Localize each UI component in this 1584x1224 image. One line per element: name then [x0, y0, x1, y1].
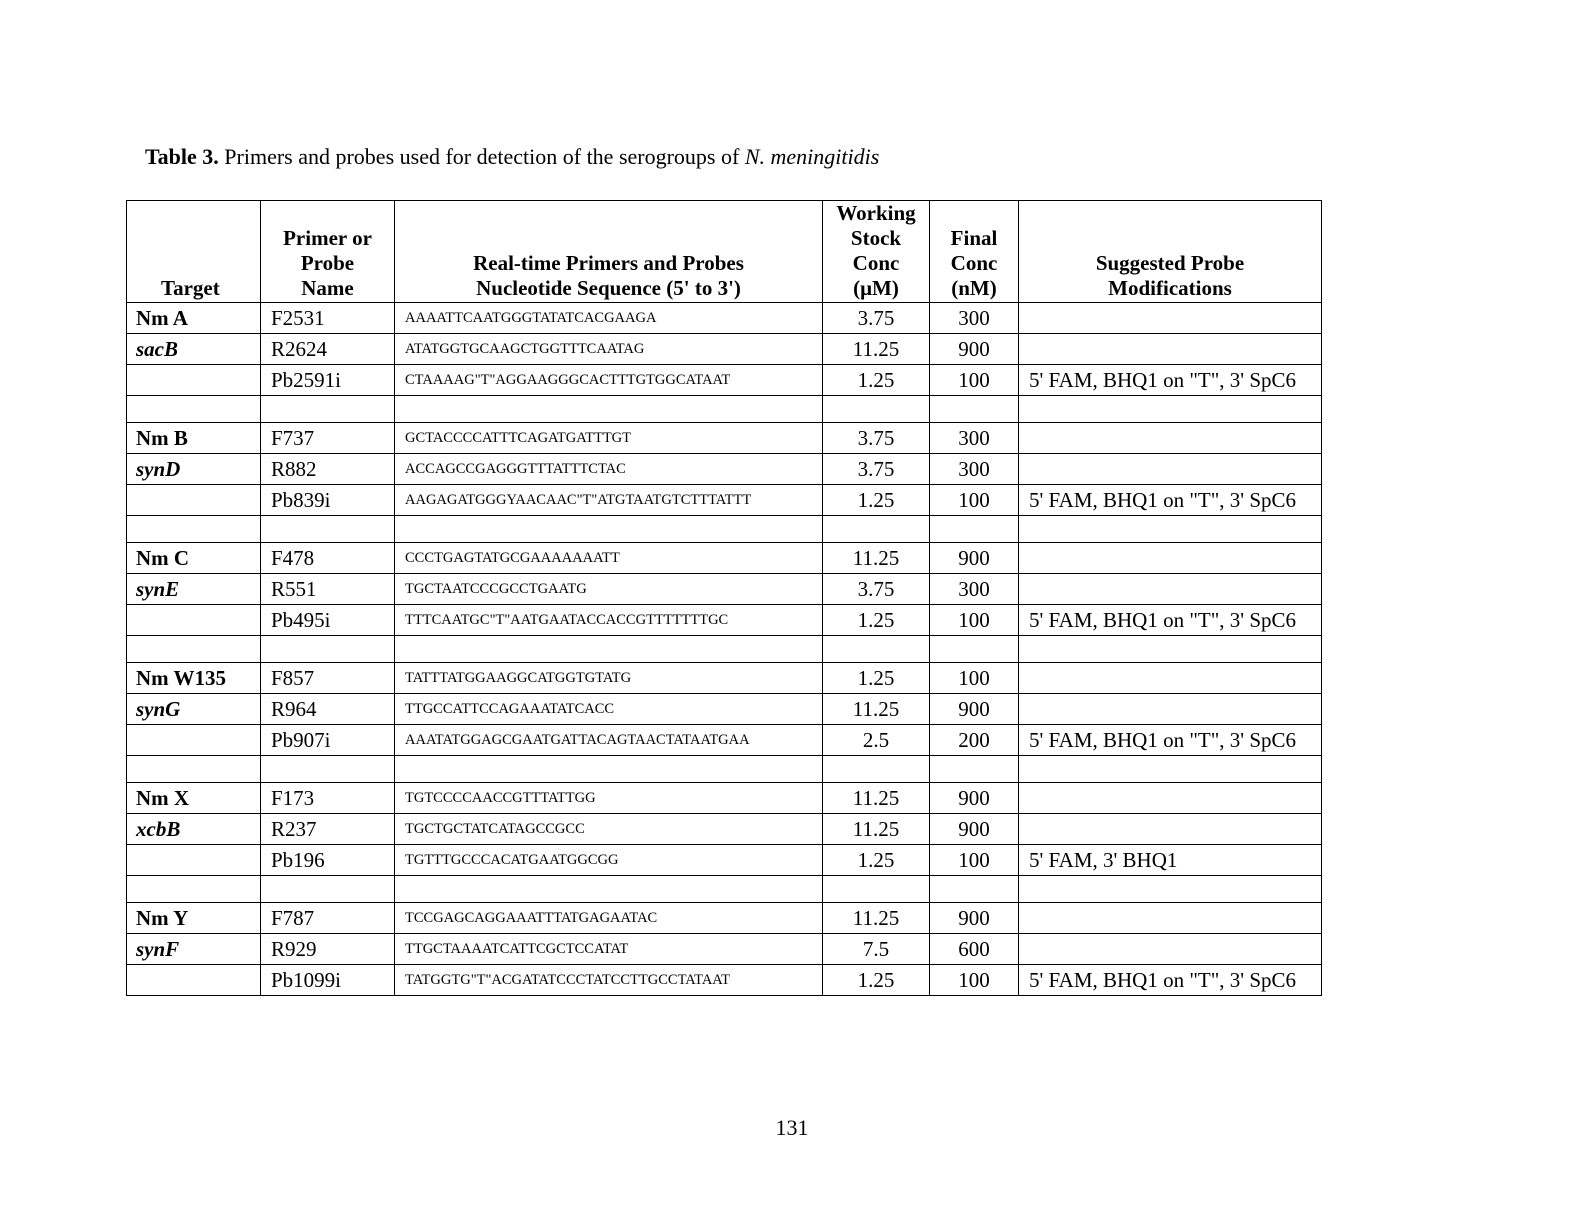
cell-working-stock [823, 756, 930, 783]
cell-sequence: TGTCCCCAACCGTTTATTGG [395, 783, 823, 814]
cell-final-conc [930, 516, 1019, 543]
cell-target: Nm C [127, 543, 261, 574]
cell-working-stock: 11.25 [823, 814, 930, 845]
cell-name: R551 [261, 574, 395, 605]
cell-final-conc: 900 [930, 694, 1019, 725]
cell-sequence: GCTACCCCATTTCAGATGATTTGT [395, 423, 823, 454]
cell-modification [1019, 423, 1322, 454]
cell-final-conc: 100 [930, 965, 1019, 996]
page-number: 131 [775, 1115, 809, 1140]
cell-final-conc: 100 [930, 663, 1019, 694]
cell-target: synG [127, 694, 261, 725]
cell-name: R929 [261, 934, 395, 965]
cell-modification [1019, 694, 1322, 725]
table-row [127, 365, 1322, 396]
cell-name: R964 [261, 694, 395, 725]
cell-target [127, 636, 261, 663]
cell-modification [1019, 934, 1322, 965]
cell-final-conc [930, 396, 1019, 423]
cell-modification: 5' FAM, BHQ1 on "T", 3' SpC6 [1019, 965, 1322, 996]
cell-name: F478 [261, 543, 395, 574]
cell-modification: 5' FAM, BHQ1 on "T", 3' SpC6 [1019, 605, 1322, 636]
cell-final-conc [930, 636, 1019, 663]
cell-working-stock: 2.5 [823, 725, 930, 756]
cell-sequence: TTTCAATGC"T"AATGAATACCACCGTTTTTTTGC [395, 605, 823, 636]
cell-modification [1019, 543, 1322, 574]
cell-modification: 5' FAM, BHQ1 on "T", 3' SpC6 [1019, 365, 1322, 396]
cell-working-stock: 1.25 [823, 663, 930, 694]
cell-sequence [395, 756, 823, 783]
cell-name [261, 396, 395, 423]
cell-name: Pb1099i [261, 965, 395, 996]
table-row [127, 605, 1322, 636]
cell-sequence: ACCAGCCGAGGGTTTATTTCTAC [395, 454, 823, 485]
cell-final-conc: 900 [930, 903, 1019, 934]
cell-working-stock: 1.25 [823, 965, 930, 996]
cell-working-stock: 1.25 [823, 605, 930, 636]
cell-target: Nm B [127, 423, 261, 454]
cell-sequence: TTGCCATTCCAGAAATATCACC [395, 694, 823, 725]
cell-sequence: TGTTTGCCCACATGAATGGCGG [395, 845, 823, 876]
cell-name: Pb196 [261, 845, 395, 876]
cell-modification [1019, 396, 1322, 423]
header-sequence: Real-time Primers and Probes Nucleotide Sequence (5' to 3') [395, 201, 823, 303]
cell-working-stock [823, 516, 930, 543]
cell-working-stock: 3.75 [823, 574, 930, 605]
cell-name: F787 [261, 903, 395, 934]
cell-target: xcbB [127, 814, 261, 845]
cell-name: Pb839i [261, 485, 395, 516]
cell-target [127, 756, 261, 783]
cell-name: Pb907i [261, 725, 395, 756]
cell-working-stock: 1.25 [823, 365, 930, 396]
cell-sequence: AAGAGATGGGYAACAAC"T"ATGTAATGTCTTTATTT [395, 485, 823, 516]
cell-working-stock [823, 396, 930, 423]
primers-probes-table [126, 200, 1322, 996]
cell-sequence [395, 396, 823, 423]
table-row [127, 845, 1322, 876]
cell-target [127, 485, 261, 516]
cell-sequence: TCCGAGCAGGAAATTTATGAGAATAC [395, 903, 823, 934]
cell-modification [1019, 516, 1322, 543]
cell-modification: 5' FAM, BHQ1 on "T", 3' SpC6 [1019, 725, 1322, 756]
cell-final-conc: 100 [930, 485, 1019, 516]
table-row [127, 303, 1322, 334]
cell-sequence: TATGGTG"T"ACGATATCCCTATCCTTGCCTATAAT [395, 965, 823, 996]
cell-sequence: AAATATGGAGCGAATGATTACAGTAACTATAATGAA [395, 725, 823, 756]
table-body [127, 303, 1322, 996]
cell-name: F857 [261, 663, 395, 694]
table-row [127, 934, 1322, 965]
cell-working-stock: 1.25 [823, 485, 930, 516]
cell-working-stock [823, 876, 930, 903]
cell-name: R882 [261, 454, 395, 485]
cell-target: Nm A [127, 303, 261, 334]
cell-target: sacB [127, 334, 261, 365]
cell-name: F737 [261, 423, 395, 454]
table-label: Table 3. [145, 144, 219, 169]
cell-name [261, 636, 395, 663]
cell-target [127, 605, 261, 636]
cell-final-conc: 900 [930, 814, 1019, 845]
caption-text: Primers and probes used for detection of the serogroups of [218, 144, 745, 169]
cell-name [261, 756, 395, 783]
cell-final-conc: 200 [930, 725, 1019, 756]
cell-target [127, 876, 261, 903]
cell-modification [1019, 454, 1322, 485]
cell-working-stock: 3.75 [823, 454, 930, 485]
cell-target: Nm W135 [127, 663, 261, 694]
table-row [127, 543, 1322, 574]
cell-working-stock: 3.75 [823, 423, 930, 454]
cell-working-stock: 11.25 [823, 694, 930, 725]
table-row [127, 423, 1322, 454]
spacer-row [127, 516, 1322, 543]
header-modifications: Suggested Probe Modifications [1019, 201, 1322, 303]
cell-modification: 5' FAM, BHQ1 on "T", 3' SpC6 [1019, 485, 1322, 516]
cell-target [127, 516, 261, 543]
header-working-stock: Working Stock Conc (μM) [823, 201, 930, 303]
cell-modification [1019, 903, 1322, 934]
cell-modification [1019, 756, 1322, 783]
cell-modification [1019, 636, 1322, 663]
table-row [127, 903, 1322, 934]
table-caption [145, 144, 879, 170]
cell-modification: 5' FAM, 3' BHQ1 [1019, 845, 1322, 876]
header-row [127, 201, 1322, 303]
cell-final-conc: 100 [930, 605, 1019, 636]
cell-target [127, 365, 261, 396]
cell-target: Nm X [127, 783, 261, 814]
cell-working-stock: 11.25 [823, 903, 930, 934]
cell-target: synD [127, 454, 261, 485]
cell-working-stock: 11.25 [823, 334, 930, 365]
cell-target: synF [127, 934, 261, 965]
header-target: Target [127, 201, 261, 303]
cell-name: F173 [261, 783, 395, 814]
table-row [127, 485, 1322, 516]
cell-sequence: AAAATTCAATGGGTATATCACGAAGA [395, 303, 823, 334]
cell-sequence: ATATGGTGCAAGCTGGTTTCAATAG [395, 334, 823, 365]
table-row [127, 694, 1322, 725]
cell-working-stock: 11.25 [823, 543, 930, 574]
cell-sequence [395, 636, 823, 663]
cell-modification [1019, 334, 1322, 365]
cell-final-conc: 300 [930, 303, 1019, 334]
cell-sequence [395, 876, 823, 903]
cell-name [261, 876, 395, 903]
spacer-row [127, 636, 1322, 663]
cell-name: Pb495i [261, 605, 395, 636]
cell-final-conc [930, 876, 1019, 903]
cell-final-conc: 900 [930, 783, 1019, 814]
spacer-row [127, 876, 1322, 903]
cell-name: F2531 [261, 303, 395, 334]
cell-name [261, 516, 395, 543]
table-row [127, 965, 1322, 996]
table-row [127, 663, 1322, 694]
cell-working-stock: 3.75 [823, 303, 930, 334]
table-row [127, 814, 1322, 845]
cell-sequence: TATTTATGGAAGGCATGGTGTATG [395, 663, 823, 694]
cell-target [127, 845, 261, 876]
cell-target: Nm Y [127, 903, 261, 934]
cell-sequence: TTGCTAAAATCATTCGCTCCATAT [395, 934, 823, 965]
cell-final-conc [930, 756, 1019, 783]
cell-sequence: TGCTAATCCCGCCTGAATG [395, 574, 823, 605]
cell-sequence: CCCTGAGTATGCGAAAAAAATT [395, 543, 823, 574]
cell-final-conc: 300 [930, 454, 1019, 485]
cell-target [127, 965, 261, 996]
cell-working-stock: 11.25 [823, 783, 930, 814]
cell-name: Pb2591i [261, 365, 395, 396]
table-row [127, 454, 1322, 485]
spacer-row [127, 396, 1322, 423]
cell-modification [1019, 876, 1322, 903]
cell-modification [1019, 574, 1322, 605]
cell-working-stock: 7.5 [823, 934, 930, 965]
cell-modification [1019, 814, 1322, 845]
spacer-row [127, 756, 1322, 783]
cell-final-conc: 900 [930, 334, 1019, 365]
cell-name: R237 [261, 814, 395, 845]
cell-final-conc: 100 [930, 845, 1019, 876]
cell-sequence: TGCTGCTATCATAGCCGCC [395, 814, 823, 845]
cell-final-conc: 900 [930, 543, 1019, 574]
header-final-conc: Final Conc (nM) [930, 201, 1019, 303]
cell-target [127, 396, 261, 423]
cell-sequence: CTAAAAG"T"AGGAAGGGCACTTTGTGGCATAAT [395, 365, 823, 396]
cell-final-conc: 600 [930, 934, 1019, 965]
table-row [127, 574, 1322, 605]
table-row [127, 334, 1322, 365]
table-row [127, 783, 1322, 814]
caption-organism: N. meningitidis [744, 144, 880, 169]
table-row [127, 725, 1322, 756]
cell-final-conc: 300 [930, 423, 1019, 454]
cell-final-conc: 300 [930, 574, 1019, 605]
cell-final-conc: 100 [930, 365, 1019, 396]
cell-modification [1019, 663, 1322, 694]
cell-sequence [395, 516, 823, 543]
cell-modification [1019, 303, 1322, 334]
cell-name: R2624 [261, 334, 395, 365]
header-name: Primer or Probe Name [261, 201, 395, 303]
cell-target [127, 725, 261, 756]
cell-working-stock [823, 636, 930, 663]
cell-modification [1019, 783, 1322, 814]
cell-working-stock: 1.25 [823, 845, 930, 876]
cell-target: synE [127, 574, 261, 605]
